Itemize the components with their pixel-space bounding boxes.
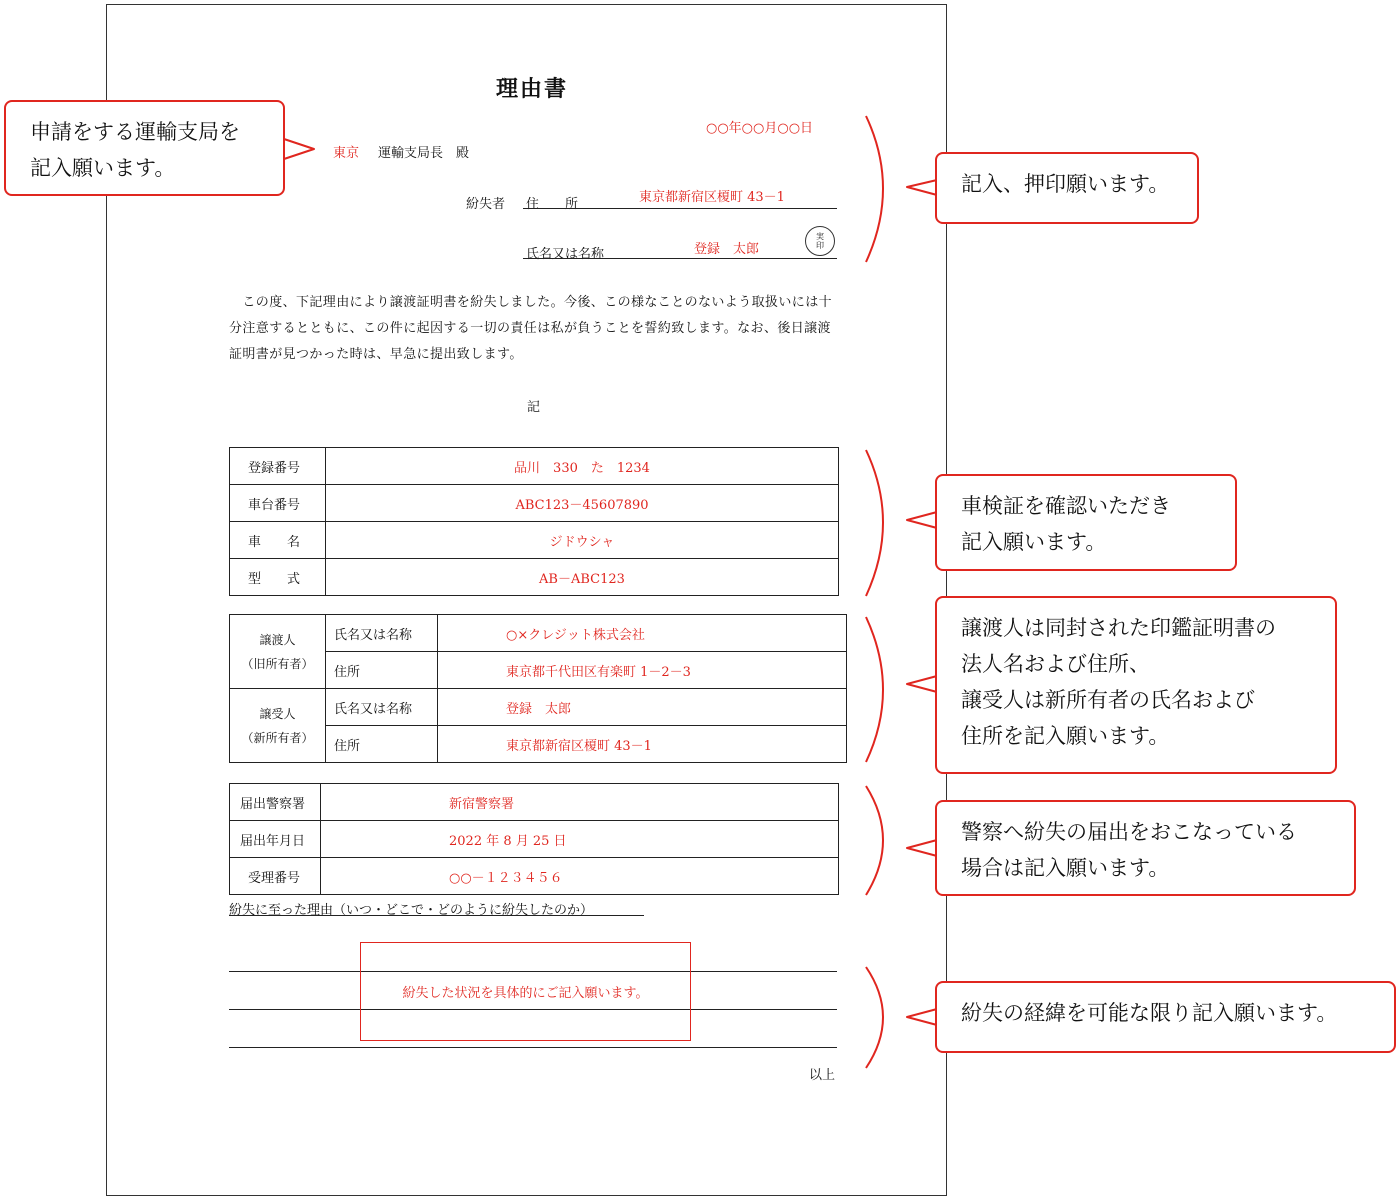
party-address-label: 住所: [326, 726, 438, 763]
party-name-label: 氏名又は名称: [326, 689, 438, 726]
transferee-label: 譲受人: [259, 706, 296, 721]
transferor-label: 譲渡人: [259, 632, 296, 647]
vehicle-value: AB－ABC123: [326, 559, 839, 596]
pointer-reason: [907, 1009, 937, 1025]
date-field: ○○年○○月○○日: [706, 121, 814, 136]
transferor-address: 東京都千代田区有楽町 1－2－3: [438, 652, 847, 689]
vehicle-label: 型 式: [230, 559, 326, 596]
address-value: 東京都新宿区榎町 43－1: [639, 190, 785, 205]
callout-line: 記入願います。: [961, 530, 1107, 554]
callout-line: 譲渡人は同封された印鑑証明書の: [961, 616, 1276, 640]
address-label: 住 所: [526, 197, 579, 212]
transferor-name: ○×クレジット株式会社: [438, 615, 847, 652]
vehicle-value: ジドウシャ: [326, 522, 839, 559]
pointer-vehicle: [907, 512, 937, 528]
body-text: この度、下記理由により譲渡証明書を紛失しました。今後、この様なことのないよう取扱いには十分注意するとともに、この件に起因する一切の責任は私が負うことを誓約致します。なお、後日譲渡証明書が見つかった時は、早急に提出致します。: [229, 295, 833, 362]
police-label: 届出警察署: [230, 784, 321, 821]
bracket-signature: [866, 116, 883, 262]
callout-line: 紛失の経緯を可能な限り記入願います。: [961, 1001, 1338, 1025]
office-suffix: 運輸支局長 殿: [378, 146, 470, 161]
vehicle-value: 品川 330 た 1234: [326, 448, 839, 485]
police-value: ○○－１２３４５６: [321, 858, 839, 895]
closing-text: 以上: [809, 1068, 836, 1083]
pointer-signature: [907, 180, 937, 195]
bracket-parties: [866, 617, 883, 762]
callout-line: 住所を記入願います。: [961, 724, 1170, 748]
party-name-label: 氏名又は名称: [326, 615, 438, 652]
callout-reason: [935, 981, 1396, 1053]
callout-line: 警察へ紛失の届出をおこなっている: [961, 820, 1297, 844]
office-name: 東京: [333, 146, 360, 161]
transferee-sub: （新所有者）: [241, 730, 314, 745]
callout-line: 法人名および住所、: [961, 652, 1150, 676]
callout-parties: [935, 596, 1337, 774]
transferee-name: 登録 太郎: [438, 689, 847, 726]
bracket-vehicle: [866, 450, 883, 596]
callout-line: 車検証を確認いただき: [961, 494, 1171, 518]
callout-line: 記入願います。: [30, 156, 176, 180]
callout-line: 記入、押印願います。: [961, 172, 1170, 196]
callout-line: 申請をする運輸支局を: [30, 120, 240, 144]
callout-vehicle: [935, 474, 1237, 571]
vehicle-label: 車台番号: [230, 485, 326, 522]
vehicle-value: ABC123－45607890: [326, 485, 839, 522]
pointer-office: [284, 139, 314, 159]
transferor-sub: （旧所有者）: [241, 656, 314, 671]
ki-label: 記: [527, 400, 541, 415]
name-value: 登録 太郎: [694, 242, 760, 257]
police-value: 新宿警察署: [321, 784, 839, 821]
vehicle-label: 登録番号: [230, 448, 326, 485]
callout-police: [935, 800, 1356, 896]
police-value: 2022 年 8 月 25 日: [321, 821, 839, 858]
reason-heading: 紛失に至った理由（いつ・どこで・どのように紛失したのか）: [229, 903, 594, 918]
police-label: 届出年月日: [230, 821, 321, 858]
reason-placeholder: 紛失した状況を具体的にご記入願います。: [402, 986, 649, 1001]
document-title: 理由書: [496, 77, 569, 102]
applicant-label: 紛失者: [466, 197, 506, 212]
transferee-address: 東京都新宿区榎町 43－1: [438, 726, 847, 763]
police-label: 受理番号: [230, 858, 321, 895]
callout-line: 場合は記入願います。: [961, 856, 1170, 880]
callout-line: 譲受人は新所有者の氏名および: [961, 688, 1255, 712]
pointer-police: [907, 840, 937, 856]
name-label: 氏名又は名称: [526, 247, 605, 262]
vehicle-label: 車 名: [230, 522, 326, 559]
party-address-label: 住所: [326, 652, 438, 689]
callout-office: [4, 100, 285, 196]
seal-text: 実 印: [816, 232, 824, 250]
pointer-parties: [907, 676, 937, 692]
bracket-police: [866, 786, 883, 895]
callout-signature: [935, 152, 1199, 224]
bracket-reason: [866, 967, 883, 1068]
